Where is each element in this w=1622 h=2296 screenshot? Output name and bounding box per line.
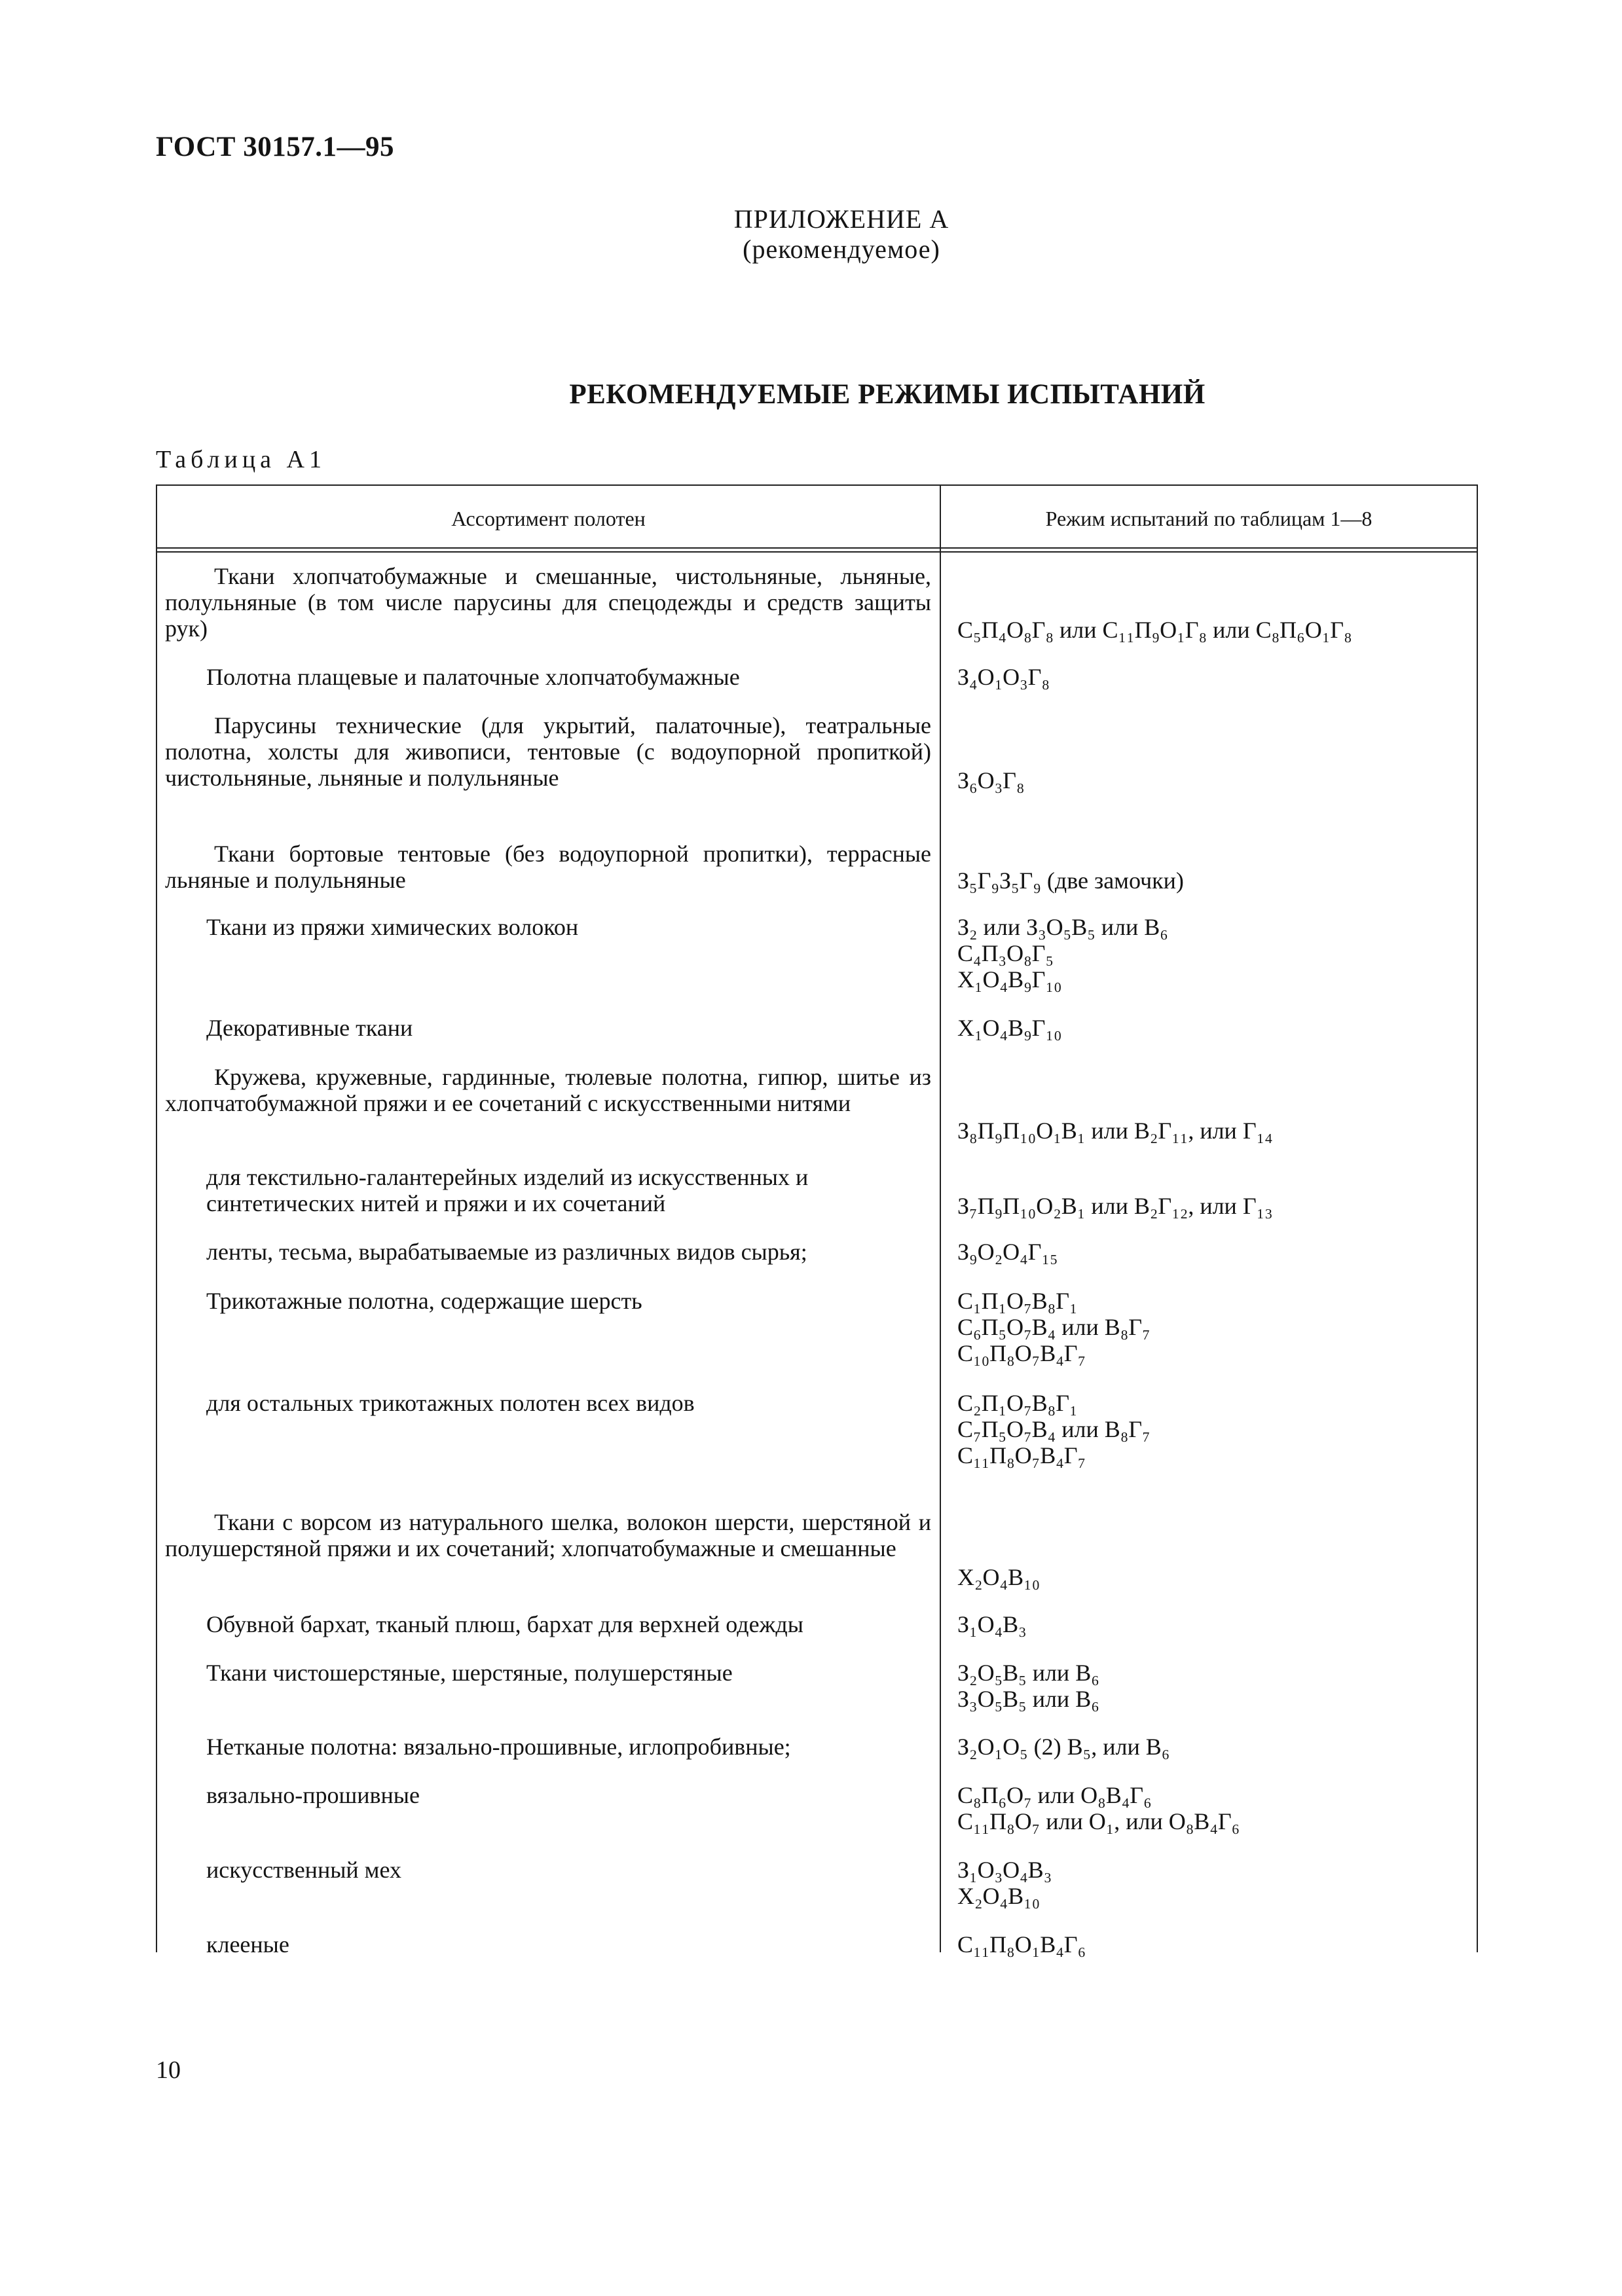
assortment-cell: Обувной бархат, тканый плюш, бархат для верхней одежды <box>206 1611 803 1637</box>
mode-cell: С₅П₄О₈Г₈ или С₁₁П₉О₁Г₈ или С₈П₆О₁Г₈ <box>957 617 1352 643</box>
table-caption: Таблица А1 <box>156 446 326 473</box>
assortment-cell: Ткани бортовые тентовые (без водоупорной пропитки), террасные льняные и полульняные <box>165 841 931 893</box>
mode-cell: З₁О₃О₄В₃ Х₂О₄В₁₀ <box>957 1857 1052 1909</box>
page-number: 10 <box>156 2056 181 2084</box>
header-rule <box>157 547 1477 549</box>
mode-cell: С₁₁П₈О₁В₄Г₆ <box>957 1931 1086 1958</box>
annex-title: ПРИЛОЖЕНИЕ А <box>733 204 949 234</box>
assortment-cell: Нетканые полотна: вязально-прошивные, иглопробивные; <box>206 1734 791 1760</box>
column-divider <box>940 486 941 1952</box>
assortment-cell: Декоративные ткани <box>206 1015 413 1041</box>
assortment-cell: Полотна плащевые и палаточные хлопчатобумажные <box>206 664 740 690</box>
mode-cell: З₈П₉П₁₀О₁В₁ или В₂Г₁₁, или Г₁₄ <box>957 1118 1273 1144</box>
header-rule-double <box>157 551 1477 553</box>
mode-cell: З₄О₁О₃Г₈ <box>957 664 1050 690</box>
assortment-cell: клееные <box>206 1931 289 1958</box>
assortment-cell: для текстильно-галантерейных изделий из искусственных и синтетических нитей и пряжи и их сочетаний <box>206 1164 809 1216</box>
mode-cell: С₈П₆О₇ или О₈В₄Г₆ С₁₁П₈О₇ или О₁, или О₈В₄Г₆ <box>957 1782 1240 1834</box>
assortment-cell: Кружева, кружевные, гардинные, тюлевые полотна, гипюр, шитье из хлопчатобумажной пряжи и ее сочетаний с искусственными нитями <box>165 1064 931 1116</box>
assortment-cell: Трикотажные полотна, содержащие шерсть <box>206 1288 642 1314</box>
section-title: РЕКОМЕНДУЕМЫЕ РЕЖИМЫ ИСПЫТАНИЙ <box>569 379 1206 410</box>
assortment-cell: Ткани хлопчатобумажные и смешанные, чистольняные, льняные, полульняные (в том числе парусины для спецодежды и средств защиты рук) <box>165 563 931 642</box>
mode-cell: З₂ или З₃О₅В₅ или В₆ С₄П₃О₈Г₅ Х₁О₄В₉Г₁₀ <box>957 914 1168 993</box>
mode-cell: Х₂О₄В₁₀ <box>957 1564 1041 1590</box>
mode-cell: З₇П₉П₁₀О₂В₁ или В₂Г₁₂, или Г₁₃ <box>957 1193 1273 1219</box>
annex-status: (рекомендуемое) <box>743 234 940 264</box>
mode-cell: Х₁О₄В₉Г₁₀ <box>957 1015 1062 1041</box>
assortment-cell: вязально-прошивные <box>206 1782 420 1808</box>
mode-cell: З₆О₃Г₈ <box>957 767 1025 793</box>
table-header <box>157 486 1477 547</box>
annex-heading <box>0 204 1622 264</box>
assortment-cell: Ткани чистошерстяные, шерстяные, полушерстяные <box>206 1660 733 1686</box>
mode-cell: З₂О₁О₅ (2) В₅, или В₆ <box>957 1734 1170 1760</box>
assortment-cell: Ткани с ворсом из натурального шелка, волокон шерсти, шерстяной и полушерстяной пряжи и их сочетаний; хлопчатобумажные и смешанные <box>165 1509 931 1561</box>
mode-cell: С₂П₁О₇В₈Г₁ С₇П₅О₇В₄ или В₈Г₇ С₁₁П₈О₇В₄Г₇ <box>957 1390 1151 1468</box>
assortment-cell: для остальных трикотажных полотен всех видов <box>206 1390 695 1416</box>
assortment-cell: Парусины технические (для укрытий, палаточные), театральные полотна, холсты для живописи, тентовые (с водоупорной пропиткой) чистольняные, льняные и полульняные <box>165 712 931 791</box>
modes-table <box>156 484 1478 1958</box>
assortment-cell: ленты, тесьма, вырабатываемые из различных видов сырья; <box>206 1239 807 1265</box>
mode-cell: З₁О₄В₃ <box>957 1611 1027 1637</box>
document-code: ГОСТ 30157.1—95 <box>156 132 394 162</box>
assortment-cell: Ткани из пряжи химических волокон <box>206 914 579 940</box>
mode-cell: З₉О₂О₄Г₁₅ <box>957 1239 1058 1265</box>
assortment-cell: искусственный мех <box>206 1857 401 1883</box>
mode-cell: З₅Г₉З₅Г₉ (две замочки) <box>957 867 1184 894</box>
mode-cell: С₁П₁О₇В₈Г₁ С₆П₅О₇В₄ или В₈Г₇ С₁₀П₈О₇В₄Г₇ <box>957 1288 1151 1366</box>
column-header-assortment: Ассортимент полотен <box>451 507 646 530</box>
mode-cell: З₂О₅В₅ или В₆ З₃О₅В₅ или В₆ <box>957 1660 1099 1712</box>
column-header-mode: Режим испытаний по таблицам 1—8 <box>1045 507 1373 530</box>
